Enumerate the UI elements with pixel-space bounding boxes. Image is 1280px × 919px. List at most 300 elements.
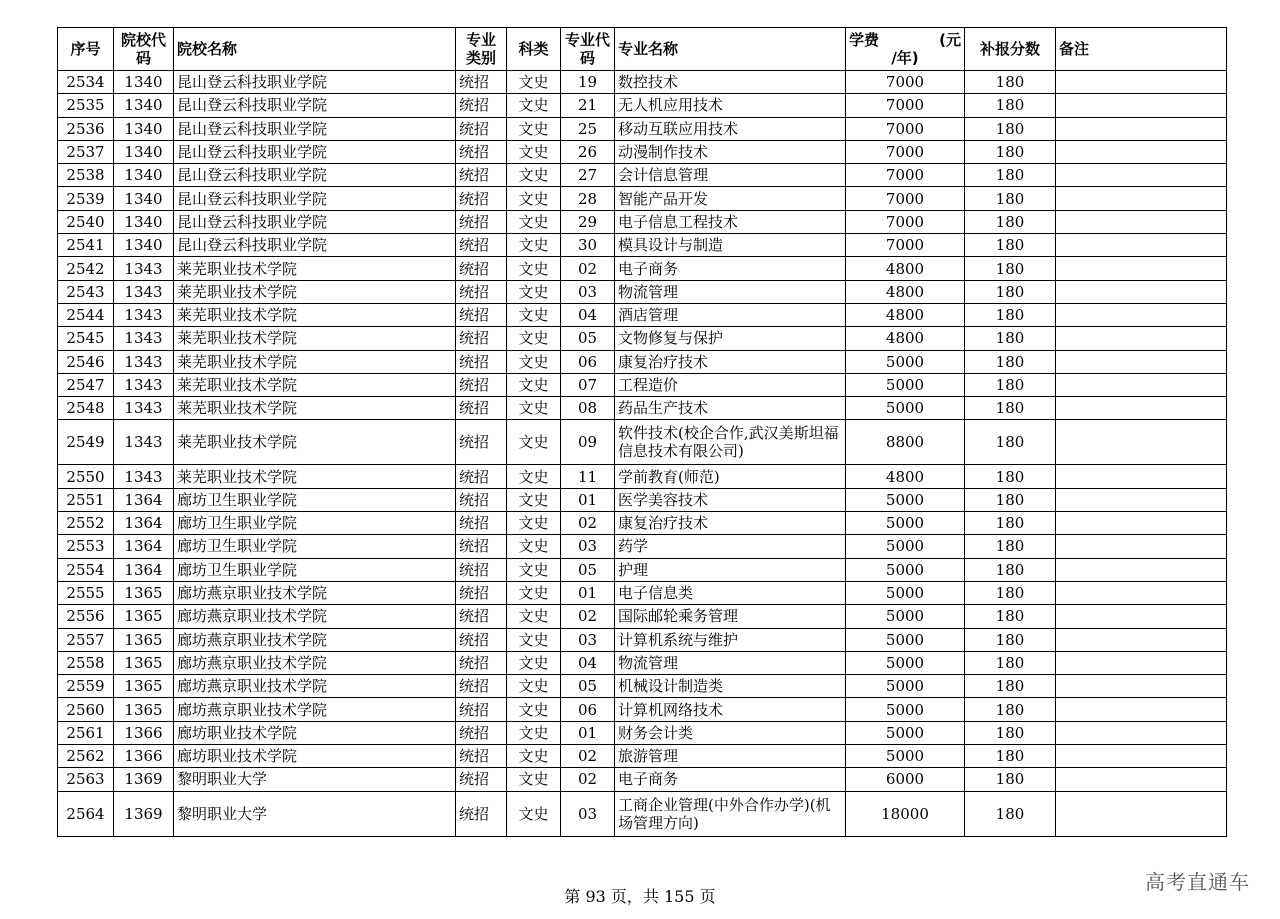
table-row: [58, 117, 1227, 140]
table-row: [58, 651, 1227, 674]
watermark: 高考直通车: [1145, 870, 1250, 894]
cell-major-name: 药学: [615, 535, 846, 558]
cell-school-name: 廊坊卫生职业学院: [174, 558, 456, 581]
cell-score: 180: [965, 420, 1056, 465]
cell-fee: 7000: [846, 94, 965, 117]
cell-school-code: 1365: [114, 675, 174, 698]
cell-seq: 2541: [58, 234, 114, 257]
cell-seq: 2546: [58, 350, 114, 373]
cell-major-code: 28: [561, 187, 615, 210]
cell-score: 180: [965, 303, 1056, 326]
cell-major-code: 03: [561, 280, 615, 303]
header-school-code: 院校代码: [114, 28, 174, 71]
cell-school-name: 莱芜职业技术学院: [174, 350, 456, 373]
cell-score: 180: [965, 140, 1056, 163]
cell-school-name: 廊坊燕京职业技术学院: [174, 628, 456, 651]
table-row: [58, 675, 1227, 698]
cell-school-code: 1365: [114, 581, 174, 604]
cell-major-code: 08: [561, 397, 615, 420]
cell-school-code: 1343: [114, 420, 174, 465]
cell-score: 180: [965, 94, 1056, 117]
cell-fee: 7000: [846, 187, 965, 210]
cell-major-type: 统招: [456, 350, 507, 373]
cell-fee: 5000: [846, 512, 965, 535]
cell-subject: 文史: [507, 117, 561, 140]
cell-school-name: 廊坊燕京职业技术学院: [174, 675, 456, 698]
cell-seq: 2540: [58, 210, 114, 233]
cell-school-name: 廊坊职业技术学院: [174, 745, 456, 768]
cell-note: [1056, 234, 1227, 257]
table-row: [58, 210, 1227, 233]
table-row: [58, 745, 1227, 768]
cell-note: [1056, 558, 1227, 581]
cell-major-code: 02: [561, 512, 615, 535]
cell-score: 180: [965, 791, 1056, 836]
cell-school-code: 1340: [114, 164, 174, 187]
cell-score: 180: [965, 373, 1056, 396]
cell-seq: 2559: [58, 675, 114, 698]
cell-school-code: 1364: [114, 488, 174, 511]
cell-major-name: 模具设计与制造: [615, 234, 846, 257]
cell-major-type: 统招: [456, 303, 507, 326]
cell-seq: 2535: [58, 94, 114, 117]
cell-subject: 文史: [507, 140, 561, 163]
cell-major-type: 统招: [456, 675, 507, 698]
page-footer: 第 93 页，共 155 页: [564, 887, 716, 906]
cell-fee: 5000: [846, 698, 965, 721]
cell-seq: 2547: [58, 373, 114, 396]
cell-score: 180: [965, 280, 1056, 303]
cell-fee: 5000: [846, 721, 965, 744]
header-note: 备注: [1056, 28, 1227, 71]
cell-major-code: 05: [561, 675, 615, 698]
table-row: [58, 581, 1227, 604]
cell-major-name: 药品生产技术: [615, 397, 846, 420]
cell-school-name: 昆山登云科技职业学院: [174, 140, 456, 163]
cell-school-name: 莱芜职业技术学院: [174, 327, 456, 350]
cell-fee: 5000: [846, 535, 965, 558]
cell-fee: 5000: [846, 397, 965, 420]
cell-school-name: 昆山登云科技职业学院: [174, 71, 456, 94]
cell-score: 180: [965, 745, 1056, 768]
cell-school-code: 1365: [114, 628, 174, 651]
cell-major-name: 电子商务: [615, 768, 846, 791]
header-fee-unit: (元: [939, 31, 961, 49]
table-row: [58, 698, 1227, 721]
cell-subject: 文史: [507, 397, 561, 420]
cell-school-name: 莱芜职业技术学院: [174, 373, 456, 396]
header-fee-label: 学费: [849, 31, 880, 49]
cell-score: 180: [965, 187, 1056, 210]
header-fee: [846, 28, 965, 71]
cell-major-code: 03: [561, 791, 615, 836]
cell-major-type: 统招: [456, 535, 507, 558]
cell-fee: 4800: [846, 257, 965, 280]
cell-major-code: 19: [561, 71, 615, 94]
cell-major-type: 统招: [456, 210, 507, 233]
table-row: [58, 234, 1227, 257]
cell-major-name: 动漫制作技术: [615, 140, 846, 163]
cell-major-name: 物流管理: [615, 280, 846, 303]
cell-major-type: 统招: [456, 581, 507, 604]
header-major-type: 专业类别: [456, 28, 507, 71]
cell-note: [1056, 488, 1227, 511]
cell-major-name: 软件技术(校企合作,武汉美斯坦福信息技术有限公司): [615, 420, 846, 465]
cell-major-code: 07: [561, 373, 615, 396]
cell-seq: 2552: [58, 512, 114, 535]
cell-subject: 文史: [507, 535, 561, 558]
cell-major-name: 电子商务: [615, 257, 846, 280]
cell-score: 180: [965, 628, 1056, 651]
cell-school-code: 1343: [114, 280, 174, 303]
cell-note: [1056, 605, 1227, 628]
cell-major-name: 旅游管理: [615, 745, 846, 768]
table-row: [58, 350, 1227, 373]
cell-seq: 2564: [58, 791, 114, 836]
cell-school-code: 1366: [114, 721, 174, 744]
cell-seq: 2543: [58, 280, 114, 303]
cell-major-name: 酒店管理: [615, 303, 846, 326]
cell-score: 180: [965, 535, 1056, 558]
cell-school-name: 昆山登云科技职业学院: [174, 210, 456, 233]
cell-fee: 7000: [846, 210, 965, 233]
cell-major-type: 统招: [456, 257, 507, 280]
cell-note: [1056, 71, 1227, 94]
cell-school-name: 黎明职业大学: [174, 768, 456, 791]
header-score: 补报分数: [965, 28, 1056, 71]
cell-subject: 文史: [507, 257, 561, 280]
cell-school-name: 廊坊卫生职业学院: [174, 535, 456, 558]
cell-major-code: 02: [561, 257, 615, 280]
cell-score: 180: [965, 488, 1056, 511]
cell-score: 180: [965, 581, 1056, 604]
cell-school-code: 1343: [114, 465, 174, 488]
table-row: [58, 373, 1227, 396]
cell-fee: 5000: [846, 675, 965, 698]
cell-subject: 文史: [507, 303, 561, 326]
cell-fee: 5000: [846, 558, 965, 581]
cell-school-name: 莱芜职业技术学院: [174, 303, 456, 326]
cell-major-name: 会计信息管理: [615, 164, 846, 187]
cell-fee: 5000: [846, 488, 965, 511]
cell-subject: 文史: [507, 488, 561, 511]
cell-score: 180: [965, 768, 1056, 791]
cell-subject: 文史: [507, 327, 561, 350]
cell-score: 180: [965, 257, 1056, 280]
cell-fee: 7000: [846, 117, 965, 140]
cell-note: [1056, 465, 1227, 488]
cell-major-name: 机械设计制造类: [615, 675, 846, 698]
cell-major-code: 25: [561, 117, 615, 140]
table-row: [58, 280, 1227, 303]
cell-seq: 2550: [58, 465, 114, 488]
cell-school-name: 昆山登云科技职业学院: [174, 94, 456, 117]
cell-major-name: 电子信息工程技术: [615, 210, 846, 233]
cell-subject: 文史: [507, 721, 561, 744]
cell-note: [1056, 791, 1227, 836]
cell-school-code: 1340: [114, 71, 174, 94]
cell-fee: 5000: [846, 350, 965, 373]
cell-subject: 文史: [507, 628, 561, 651]
cell-fee: 5000: [846, 373, 965, 396]
cell-subject: 文史: [507, 651, 561, 674]
cell-major-code: 30: [561, 234, 615, 257]
cell-school-code: 1343: [114, 373, 174, 396]
cell-major-type: 统招: [456, 768, 507, 791]
cell-score: 180: [965, 164, 1056, 187]
cell-major-code: 03: [561, 535, 615, 558]
cell-score: 180: [965, 675, 1056, 698]
cell-major-type: 统招: [456, 164, 507, 187]
cell-school-code: 1343: [114, 397, 174, 420]
cell-major-name: 计算机网络技术: [615, 698, 846, 721]
cell-major-code: 02: [561, 605, 615, 628]
cell-score: 180: [965, 117, 1056, 140]
cell-seq: 2534: [58, 71, 114, 94]
cell-subject: 文史: [507, 745, 561, 768]
cell-fee: 7000: [846, 71, 965, 94]
cell-major-type: 统招: [456, 373, 507, 396]
cell-school-name: 廊坊燕京职业技术学院: [174, 581, 456, 604]
cell-note: [1056, 187, 1227, 210]
cell-major-type: 统招: [456, 280, 507, 303]
cell-fee: 5000: [846, 745, 965, 768]
table-row: [58, 420, 1227, 465]
header-seq: 序号: [58, 28, 114, 71]
cell-fee: 4800: [846, 303, 965, 326]
cell-seq: 2556: [58, 605, 114, 628]
cell-note: [1056, 303, 1227, 326]
cell-seq: 2538: [58, 164, 114, 187]
cell-seq: 2539: [58, 187, 114, 210]
cell-major-type: 统招: [456, 420, 507, 465]
cell-major-name: 康复治疗技术: [615, 350, 846, 373]
cell-note: [1056, 721, 1227, 744]
cell-note: [1056, 512, 1227, 535]
table-row: [58, 558, 1227, 581]
cell-major-name: 康复治疗技术: [615, 512, 846, 535]
cell-school-name: 莱芜职业技术学院: [174, 420, 456, 465]
table-row: [58, 628, 1227, 651]
cell-note: [1056, 420, 1227, 465]
cell-major-code: 04: [561, 651, 615, 674]
cell-note: [1056, 397, 1227, 420]
cell-score: 180: [965, 558, 1056, 581]
cell-school-code: 1340: [114, 117, 174, 140]
cell-seq: 2548: [58, 397, 114, 420]
cell-note: [1056, 535, 1227, 558]
cell-fee: 5000: [846, 628, 965, 651]
cell-school-code: 1343: [114, 350, 174, 373]
cell-school-name: 莱芜职业技术学院: [174, 397, 456, 420]
cell-note: [1056, 373, 1227, 396]
cell-seq: 2549: [58, 420, 114, 465]
cell-note: [1056, 164, 1227, 187]
cell-major-code: 01: [561, 581, 615, 604]
cell-note: [1056, 745, 1227, 768]
cell-school-code: 1340: [114, 94, 174, 117]
cell-major-name: 学前教育(师范): [615, 465, 846, 488]
cell-major-type: 统招: [456, 558, 507, 581]
cell-subject: 文史: [507, 420, 561, 465]
cell-school-code: 1340: [114, 140, 174, 163]
cell-major-type: 统招: [456, 791, 507, 836]
table-row: [58, 465, 1227, 488]
cell-major-type: 统招: [456, 698, 507, 721]
cell-seq: 2544: [58, 303, 114, 326]
cell-major-type: 统招: [456, 488, 507, 511]
cell-note: [1056, 94, 1227, 117]
cell-score: 180: [965, 210, 1056, 233]
cell-school-code: 1340: [114, 187, 174, 210]
cell-subject: 文史: [507, 512, 561, 535]
cell-major-name: 财务会计类: [615, 721, 846, 744]
cell-score: 180: [965, 397, 1056, 420]
cell-major-code: 29: [561, 210, 615, 233]
table-row: [58, 164, 1227, 187]
cell-school-code: 1364: [114, 512, 174, 535]
cell-major-name: 工程造价: [615, 373, 846, 396]
cell-fee: 7000: [846, 234, 965, 257]
cell-major-type: 统招: [456, 234, 507, 257]
cell-major-code: 05: [561, 327, 615, 350]
table-row: [58, 488, 1227, 511]
cell-score: 180: [965, 465, 1056, 488]
cell-major-type: 统招: [456, 397, 507, 420]
cell-major-name: 电子信息类: [615, 581, 846, 604]
table-row: [58, 94, 1227, 117]
cell-seq: 2553: [58, 535, 114, 558]
cell-major-name: 国际邮轮乘务管理: [615, 605, 846, 628]
cell-seq: 2563: [58, 768, 114, 791]
header-major-name: 专业名称: [615, 28, 846, 71]
cell-major-type: 统招: [456, 745, 507, 768]
table-row: [58, 397, 1227, 420]
cell-major-type: 统招: [456, 140, 507, 163]
cell-fee: 7000: [846, 164, 965, 187]
cell-major-type: 统招: [456, 71, 507, 94]
cell-school-name: 昆山登云科技职业学院: [174, 187, 456, 210]
cell-subject: 文史: [507, 768, 561, 791]
cell-fee: 6000: [846, 768, 965, 791]
cell-note: [1056, 210, 1227, 233]
cell-school-code: 1364: [114, 535, 174, 558]
cell-school-code: 1340: [114, 234, 174, 257]
cell-school-name: 廊坊卫生职业学院: [174, 512, 456, 535]
cell-fee: 4800: [846, 280, 965, 303]
cell-subject: 文史: [507, 373, 561, 396]
cell-seq: 2558: [58, 651, 114, 674]
cell-major-type: 统招: [456, 651, 507, 674]
header-major-code: 专业代码: [561, 28, 615, 71]
cell-subject: 文史: [507, 210, 561, 233]
cell-seq: 2562: [58, 745, 114, 768]
cell-seq: 2561: [58, 721, 114, 744]
table-row: [58, 721, 1227, 744]
cell-major-name: 护理: [615, 558, 846, 581]
cell-score: 180: [965, 71, 1056, 94]
cell-major-name: 智能产品开发: [615, 187, 846, 210]
cell-subject: 文史: [507, 164, 561, 187]
cell-major-name: 文物修复与保护: [615, 327, 846, 350]
cell-major-code: 03: [561, 628, 615, 651]
cell-subject: 文史: [507, 350, 561, 373]
table-row: [58, 791, 1227, 836]
cell-school-name: 昆山登云科技职业学院: [174, 234, 456, 257]
header-school-name: 院校名称: [174, 28, 456, 71]
cell-school-name: 廊坊职业技术学院: [174, 721, 456, 744]
cell-school-name: 昆山登云科技职业学院: [174, 164, 456, 187]
cell-major-code: 01: [561, 721, 615, 744]
cell-score: 180: [965, 721, 1056, 744]
cell-seq: 2554: [58, 558, 114, 581]
cell-note: [1056, 651, 1227, 674]
cell-subject: 文史: [507, 558, 561, 581]
cell-seq: 2555: [58, 581, 114, 604]
cell-note: [1056, 280, 1227, 303]
cell-school-name: 廊坊卫生职业学院: [174, 488, 456, 511]
cell-major-type: 统招: [456, 628, 507, 651]
cell-fee: 4800: [846, 327, 965, 350]
cell-major-type: 统招: [456, 721, 507, 744]
cell-school-name: 廊坊燕京职业技术学院: [174, 651, 456, 674]
cell-major-code: 21: [561, 94, 615, 117]
cell-school-code: 1369: [114, 768, 174, 791]
cell-fee: 5000: [846, 605, 965, 628]
cell-school-name: 黎明职业大学: [174, 791, 456, 836]
cell-school-code: 1343: [114, 257, 174, 280]
cell-subject: 文史: [507, 94, 561, 117]
cell-major-name: 医学美容技术: [615, 488, 846, 511]
cell-subject: 文史: [507, 71, 561, 94]
cell-major-code: 26: [561, 140, 615, 163]
cell-major-type: 统招: [456, 512, 507, 535]
cell-major-code: 27: [561, 164, 615, 187]
cell-major-type: 统招: [456, 327, 507, 350]
cell-note: [1056, 675, 1227, 698]
cell-subject: 文史: [507, 791, 561, 836]
cell-school-name: 昆山登云科技职业学院: [174, 117, 456, 140]
cell-note: [1056, 628, 1227, 651]
cell-fee: 5000: [846, 651, 965, 674]
cell-subject: 文史: [507, 675, 561, 698]
cell-fee: 18000: [846, 791, 965, 836]
cell-major-code: 11: [561, 465, 615, 488]
cell-school-code: 1369: [114, 791, 174, 836]
cell-subject: 文史: [507, 187, 561, 210]
header-subject: 科类: [507, 28, 561, 71]
cell-school-name: 廊坊燕京职业技术学院: [174, 605, 456, 628]
cell-score: 180: [965, 605, 1056, 628]
cell-major-code: 06: [561, 698, 615, 721]
header-fee-period: /年): [891, 49, 919, 67]
cell-major-type: 统招: [456, 94, 507, 117]
cell-school-code: 1343: [114, 303, 174, 326]
cell-score: 180: [965, 512, 1056, 535]
cell-major-type: 统招: [456, 465, 507, 488]
cell-major-name: 工商企业管理(中外合作办学)(机场管理方向): [615, 791, 846, 836]
cell-school-name: 廊坊燕京职业技术学院: [174, 698, 456, 721]
cell-major-code: 04: [561, 303, 615, 326]
cell-major-code: 05: [561, 558, 615, 581]
cell-note: [1056, 257, 1227, 280]
cell-note: [1056, 117, 1227, 140]
table-header-row: [58, 28, 1227, 71]
cell-subject: 文史: [507, 465, 561, 488]
cell-note: [1056, 350, 1227, 373]
table-row: [58, 257, 1227, 280]
cell-major-type: 统招: [456, 117, 507, 140]
